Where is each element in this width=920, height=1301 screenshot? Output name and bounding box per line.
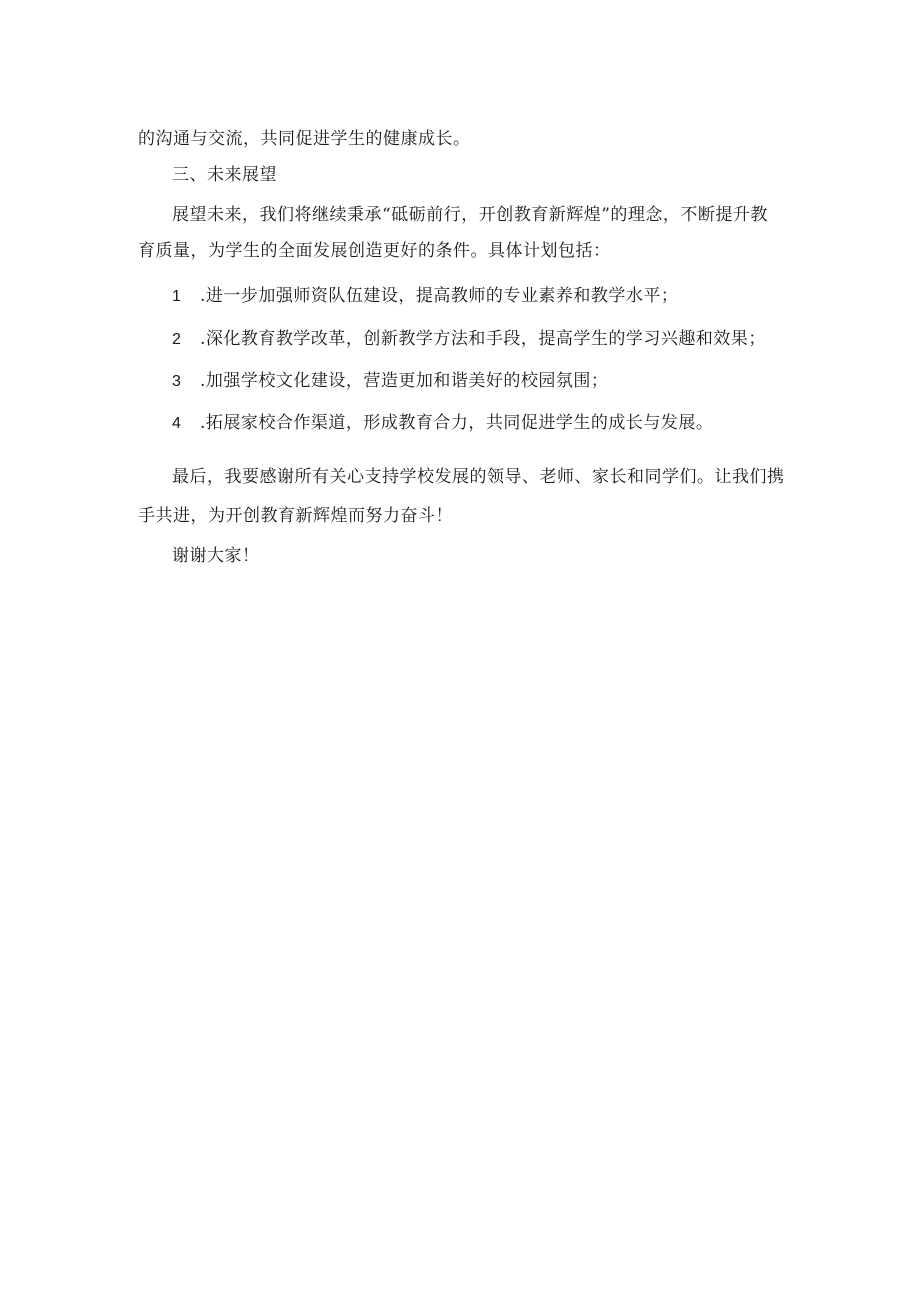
thanks-paragraph-line-2: 手共进，为开创教育新辉煌而努力奋斗！ <box>138 506 453 526</box>
list-item-text: .深化教育教学改革，创新教学方法和手段，提高学生的学习兴趣和效果； <box>200 329 766 349</box>
list-item <box>172 371 608 392</box>
list-item-number: 1 <box>172 288 182 305</box>
list-item <box>172 329 766 350</box>
section-heading: 三、未来展望 <box>172 165 277 185</box>
list-item-text: .加强学校文化建设，营造更加和谐美好的校园氛围； <box>200 371 609 391</box>
paragraph-continuation: 的沟通与交流，共同促进学生的健康成长。 <box>138 129 471 149</box>
thanks-paragraph-line-1: 最后，我要感谢所有关心支持学校发展的领导、老师、家长和同学们。让我们携 <box>172 467 785 487</box>
closing-text: 谢谢大家！ <box>172 546 260 566</box>
list-item-number: 3 <box>172 373 182 390</box>
list-item-number: 2 <box>172 331 182 348</box>
list-item-text: .拓展家校合作渠道，形成教育合力，共同促进学生的成长与发展。 <box>200 413 714 433</box>
outlook-paragraph-line-1: 展望未来，我们将继续秉承“砥砺前行，开创教育新辉煌”的理念，不断提升教 <box>172 205 768 225</box>
outlook-paragraph-line-2: 育质量，为学生的全面发展创造更好的条件。具体计划包括： <box>138 241 611 261</box>
list-item-number: 4 <box>172 415 182 432</box>
list-item <box>172 413 713 434</box>
list-item-text: .进一步加强师资队伍建设，提高教师的专业素养和教学水平； <box>200 286 679 306</box>
list-item <box>172 286 678 307</box>
